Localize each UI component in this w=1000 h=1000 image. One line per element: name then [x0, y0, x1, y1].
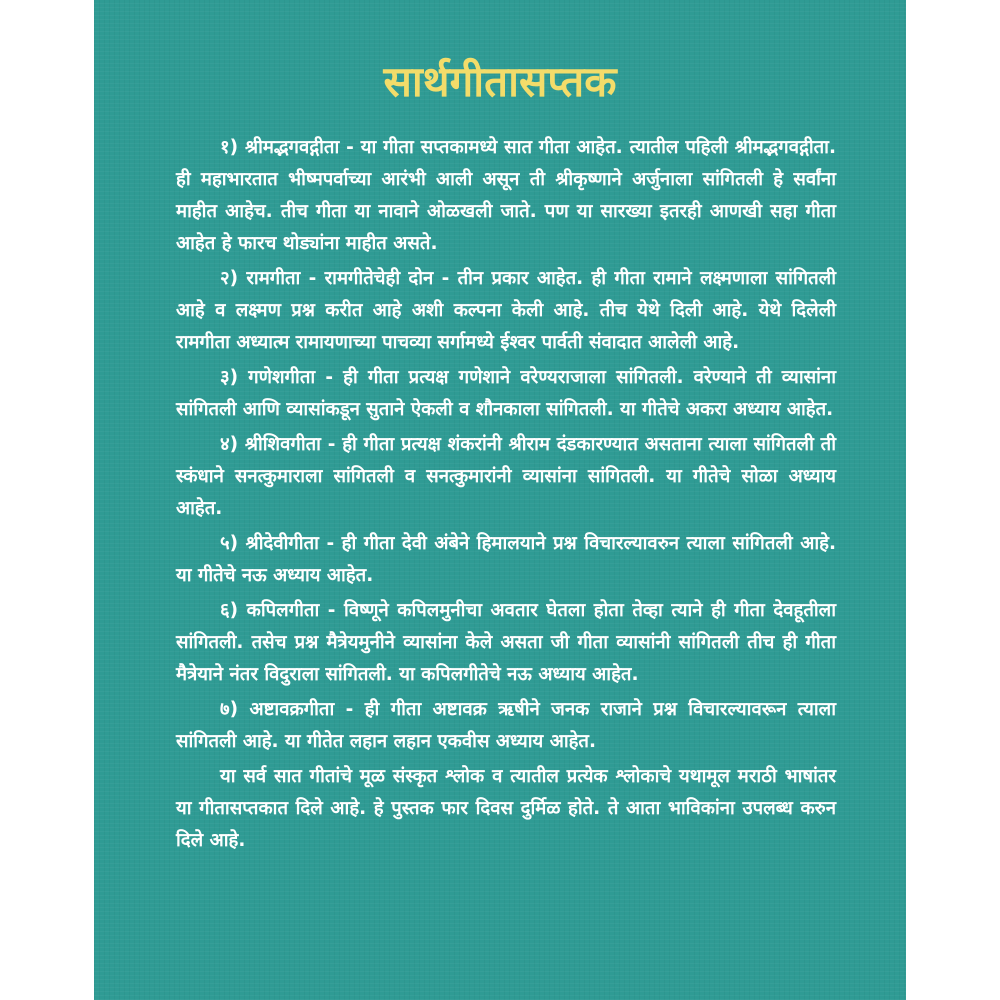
page-title: सार्थगीतासप्तक — [383, 57, 617, 106]
paragraph-ramgita: २) रामगीता - रामगीतेचेही दोन - तीन प्रकार आहेत. ही गीता रामाने लक्ष्मणाला सांगितली आहे व लक्ष्मण प्रश्न करीत आहे अशी कल्पना केली आहे. तीच येथे दिली आहे. येथे दिलेली रामगीता अध्यात्म रामायणाच्या पाचव्या सर्गामध्ये ईश्वर पार्वती संवादात आलेली आहे. — [176, 268, 836, 353]
paragraph-devigita: ५) श्रीदेवीगीता - ही गीता देवी अंबेने हिमालयाने प्रश्न विचारल्यावरुन त्याला सांगितली आहे. या गीतेचे नऊ अध्याय आहेत. — [176, 533, 836, 586]
paragraph-summary: या सर्व सात गीतांचे मूळ संस्कृत श्लोक व त्यातील प्रत्येक श्लोकाचे यथामूल मराठी भाषांतर या गीतासप्तकात दिले आहे. हे पुस्तक फार दिवस दुर्मिळ होते. ते आता भाविकांना उपलब्ध करुन दिले आहे. — [176, 766, 836, 851]
paragraph-ashtavakragita: ७) अष्टावक्रगीता - ही गीता अष्टावक्र ऋषीने जनक राजाने प्रश्न विचारल्यावरून त्याला सांगितली आहे. या गीतेत लहान लहान एकवीस अध्याय आहेत. — [176, 699, 836, 752]
paragraph-ganeshgita: ३) गणेशगीता - ही गीता प्रत्यक्ष गणेशाने वरेण्यराजाला सांगितली. वरेण्याने ती व्यासांना सांगितली आणि व्यासांकडून सुताने ऐकली व शौनकाला सांगितली. या गीतेचे अकरा अध्याय आहेत. — [176, 367, 836, 420]
book-back-cover — [94, 0, 906, 1000]
description-body — [176, 132, 836, 860]
paragraph-kapilgita: ६) कपिलगीता - विष्णूने कपिलमुनीचा अवतार घेतला होता तेव्हा त्याने ही गीता देवहूतीला सांगितली. तसेच प्रश्न मैत्रेयमुनीने व्यासांना केले असता जी गीता व्यासांनी सांगितली तीच ही गीता मैत्रेयाने नंतर विदुराला सांगितली. या कपिलगीतेचे नऊ अध्याय आहेत. — [176, 600, 836, 685]
paragraph-shivgita: ४) श्रीशिवगीता - ही गीता प्रत्यक्ष शंकरांनी श्रीराम दंडकारण्यात असताना त्याला सांगितली ती स्कंधाने सनत्कुमाराला सांगितली व सनत्कुमारांनी व्यासांना सांगितली. या गीतेचे सोळा अध्याय आहेत. — [176, 434, 836, 519]
paragraph-shrimadbhagavadgita: १) श्रीमद्भगवद्गीता - या गीता सप्तकामध्ये सात गीता आहेत. त्यातील पहिली श्रीमद्भगवद्गीता. ही महाभारतात भीष्मपर्वाच्या आरंभी आली असून ती श्रीकृष्णाने अर्जुनाला सांगितली हे सर्वांना माहीत आहेच. तीच गीता या नावाने ओळखली जाते. पण या सारख्या इतरही आणखी सहा गीता आहेत हे फारच थोड्यांना माहीत असते. — [176, 137, 836, 254]
